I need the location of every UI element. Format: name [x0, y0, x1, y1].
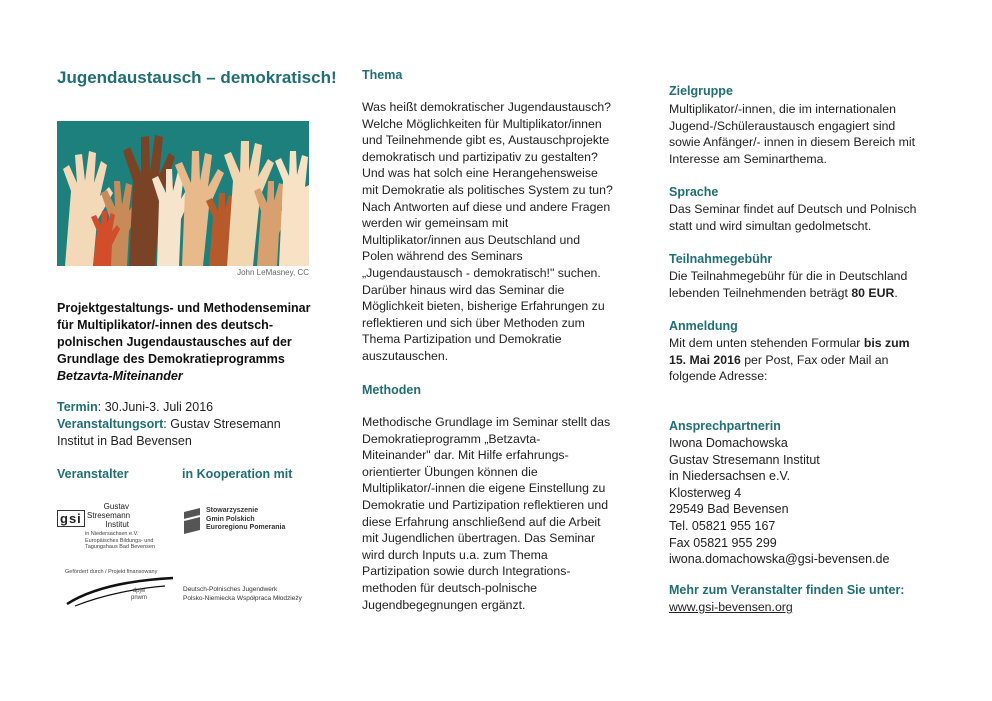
- thema-line: mit Demokratie als politisches System zu tun?: [362, 182, 613, 197]
- anmeldung-deadline-date: 15. Mai 2016: [669, 352, 741, 367]
- gsi-sub: in Niedersachsen e.V.: [85, 531, 139, 537]
- anmeldung-line-end: folgende Adresse:: [669, 369, 768, 384]
- subtitle-program: Betzavta-Miteinander: [57, 369, 183, 383]
- thema-text: [362, 99, 630, 365]
- thema-line: Multiplikator/innen aus Deutschland und: [362, 232, 581, 247]
- dpjw-logo: [65, 568, 310, 616]
- anmeldung-line-start: Mit dem unten stehenden Formular: [669, 336, 864, 350]
- gebuehr-text: [669, 268, 937, 301]
- kontakt-org: Gustav Stresemann Institut: [669, 452, 820, 467]
- kooperation-heading: in Kooperation mit: [182, 467, 293, 481]
- zielgruppe-line: sowie Anfänger/- innen in diesem Bereich mit: [669, 135, 916, 150]
- methoden-line: methoden für deutsch-polnische: [362, 580, 537, 595]
- pomerania-line: Stowarzyszenie: [206, 507, 259, 514]
- methoden-line: Multiplikator/-innen die eigene Einstellung zu: [362, 481, 606, 496]
- subtitle-line: Projektgestaltungs- und Methodenseminar: [57, 301, 311, 315]
- raised-hands-illustration: [57, 121, 309, 266]
- kontakt-email[interactable]: iwona.domachowska@gsi-bevensen.de: [669, 552, 890, 567]
- thema-line: Was heißt demokratischer Jugendaustausch?: [362, 100, 612, 114]
- thema-line: Nach Antworten auf diese und andere Fragen: [362, 199, 611, 214]
- methoden-line: Methodische Grundlage im Seminar stellt das: [362, 415, 611, 429]
- termin-label: Termin: [57, 400, 98, 414]
- thema-line: demokratisch und partizipativ zu gestalten?: [362, 149, 598, 164]
- event-info: [57, 399, 322, 450]
- subtitle-line: für Multiplikator/-innen des deutsch-: [57, 318, 273, 332]
- methoden-line: Demokratieprogramm „Betzavta-: [362, 431, 541, 446]
- gsi-line: Stresemann: [87, 511, 131, 520]
- dpjw-mark: pnwm: [131, 595, 148, 601]
- zielgruppe-line: Jugend-/Schüleraustausch engagiert sind: [669, 118, 896, 133]
- dpjw-line: Deutsch-Polnisches Jugendwerk: [183, 586, 278, 593]
- thema-line: Und was hat solch eine Herangehensweise: [362, 166, 598, 181]
- methoden-line: wird durch Inputs u.a. zum Thema: [362, 547, 548, 562]
- gebuehr-line: Die Teilnahmegebühr für die in Deutschland: [669, 269, 908, 283]
- anmeldung-text: [669, 335, 937, 385]
- thema-line: reflektieren und sich über Methoden zum: [362, 315, 585, 330]
- pomerania-logo: [182, 506, 322, 538]
- subtitle-line: polnischen Jugendaustausches auf der: [57, 335, 292, 349]
- dpjw-swoosh-icon: [65, 576, 175, 610]
- thema-line: „Jugendaustausch - demokratisch!" suchen.: [362, 265, 601, 280]
- gsi-sub: Europäisches Bildungs- und: [85, 537, 154, 544]
- zielgruppe-line: Multiplikator/-innen, die im internationalen: [669, 102, 896, 116]
- gsi-line: Gustav: [103, 502, 129, 511]
- kontakt-heading: Ansprechpartnerin: [669, 419, 781, 433]
- dpjw-mark: dpjw: [132, 588, 146, 594]
- methoden-line: mit Jugendlichen übertragen. Das Seminar: [362, 531, 596, 546]
- methoden-line: diese Erfahrung anschließend auf die Arbeit: [362, 514, 601, 529]
- website-link[interactable]: www.gsi-bevensen.org: [669, 600, 793, 614]
- page-title: Jugendaustausch – demokratisch!: [57, 68, 337, 87]
- veranstalter-heading: Veranstalter: [57, 467, 129, 481]
- ort-value-2: Institut in Bad Bevensen: [57, 434, 192, 448]
- thema-line: Welche Möglichkeiten für Multiplikator/innen: [362, 116, 602, 131]
- photo-credit: John LeMasney, CC: [237, 268, 309, 277]
- dpjw-top-note: Gefördert durch / Projekt finansowany: [65, 569, 158, 575]
- subtitle-line: Grundlage des Demokratieprogramms: [57, 352, 285, 366]
- thema-heading: Thema: [362, 68, 403, 82]
- sprache-line: Das Seminar findet auf Deutsch und Polnisch: [669, 202, 917, 216]
- pomerania-icon: [182, 508, 202, 534]
- gsi-sub: Tagungshaus Bad Bevensen: [85, 544, 156, 550]
- kontakt-block: [669, 435, 937, 568]
- sprache-text: [669, 201, 937, 234]
- gsi-logo: [57, 502, 172, 554]
- thema-line: und Teilnehmende gibt es, Austauschprojekte: [362, 133, 610, 148]
- kontakt-phone: Tel. 05821 955 167: [669, 518, 776, 533]
- thema-line: werden wir gemeinsam mit: [362, 216, 509, 231]
- zielgruppe-line: Interesse am Seminarthema.: [669, 151, 827, 166]
- gebuehr-line-start: lebenden Teilnehmenden beträgt: [669, 285, 852, 300]
- methoden-line: orientierter Übungen können die: [362, 464, 538, 479]
- kontakt-city: 29549 Bad Bevensen: [669, 502, 789, 517]
- gebuehr-line-end: .: [894, 285, 898, 300]
- thema-line: auszutauschen.: [362, 348, 449, 363]
- gebuehr-heading: Teilnahmegebühr: [669, 252, 773, 266]
- methoden-line: Partizipation sowie durch Integrations-: [362, 564, 571, 579]
- kontakt-org-2: in Niedersachsen e.V.: [669, 469, 791, 484]
- methoden-text: [362, 414, 630, 613]
- kontakt-street: Klosterweg 4: [669, 485, 742, 500]
- zielgruppe-text: [669, 101, 937, 167]
- gsi-line: Institut: [105, 520, 129, 529]
- methoden-line: Jugendbegegnungen ergänzt.: [362, 597, 526, 612]
- methoden-line: Demokratie und Partizipation reflektieren und: [362, 497, 609, 512]
- termin-value: : 30.Juni-3. Juli 2016: [97, 400, 214, 414]
- dpjw-line: Polsko-Niemiecka Współpraca Młodzieży: [183, 594, 302, 602]
- sprache-line: statt und wird simultan gedolmetscht.: [669, 218, 872, 233]
- zielgruppe-heading: Zielgruppe: [669, 84, 733, 98]
- anmeldung-line-mid: per Post, Fax oder Mail an: [740, 352, 889, 367]
- anmeldung-deadline-label: bis zum: [863, 336, 910, 350]
- mehr-heading: Mehr zum Veranstalter finden Sie unter:: [669, 583, 905, 597]
- methoden-line: Miteinander" dar. Mit Hilfe erfahrungs-: [362, 448, 569, 463]
- ort-label: Veranstaltungsort: [57, 417, 164, 431]
- thema-line: Polen während des Seminars: [362, 249, 523, 264]
- methoden-heading: Methoden: [362, 383, 422, 397]
- pomerania-line: Euroregionu Pomerania: [206, 524, 286, 531]
- kontakt-fax: Fax 05821 955 299: [669, 535, 777, 550]
- sprache-heading: Sprache: [669, 185, 719, 199]
- thema-line: Thema Partizipation und Demokratie: [362, 332, 562, 347]
- kontakt-name: Iwona Domachowska: [669, 436, 788, 450]
- gsi-letters: gsi: [57, 510, 85, 527]
- gebuehr-amount: 80 EUR: [851, 285, 895, 300]
- pomerania-line: Gmin Polskich: [206, 515, 255, 523]
- thema-line: Möglichkeit bieten, bisherige Erfahrungen zu: [362, 299, 605, 314]
- anmeldung-heading: Anmeldung: [669, 319, 738, 333]
- raised-hands-photo: [57, 121, 309, 266]
- ort-value: : Gustav Stresemann: [163, 417, 281, 431]
- seminar-subtitle: [57, 300, 322, 385]
- thema-line: Darüber hinaus wird das Seminar die: [362, 282, 565, 297]
